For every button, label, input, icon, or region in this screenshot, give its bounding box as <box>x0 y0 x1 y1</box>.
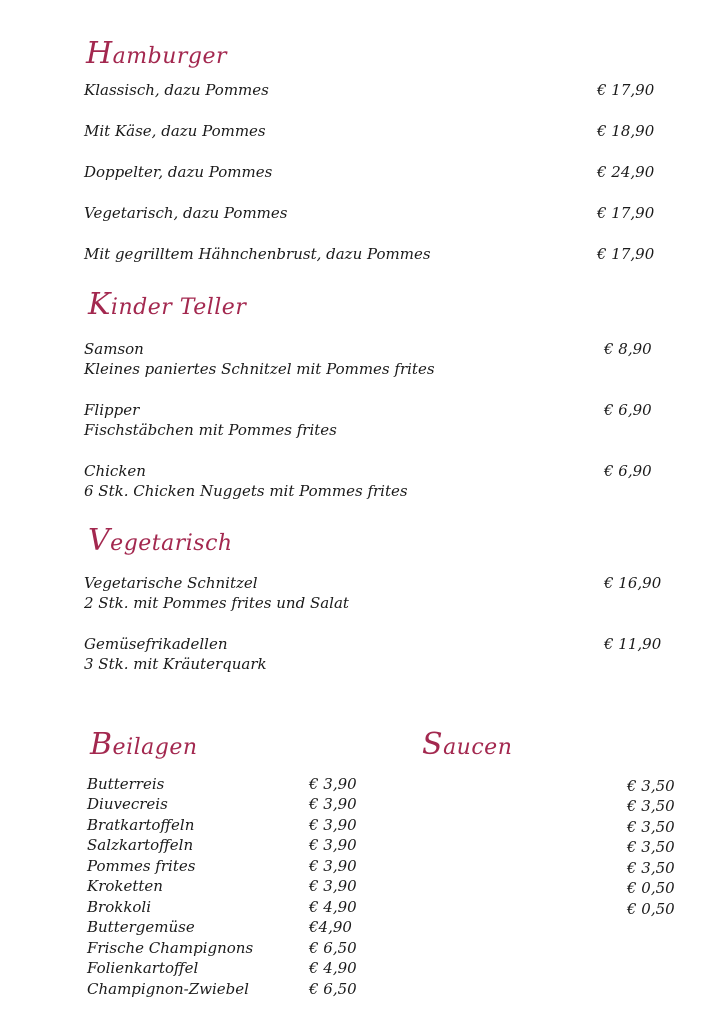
item-name: Samson <box>84 340 144 358</box>
saucen-title: Saucen <box>422 727 513 762</box>
item-price: € 11,90 <box>604 635 662 653</box>
item-price: € 24,90 <box>597 163 655 181</box>
item-name: Vegetarisch, dazu Pommes <box>84 204 288 222</box>
side-price: € 6,50 <box>309 939 357 957</box>
side-price: €4,90 <box>309 918 352 936</box>
item-name: Mit gegrilltem Hähnchenbrust, dazu Pommes <box>84 245 431 263</box>
item-price: € 16,90 <box>604 574 662 592</box>
item-name: Vegetarische Schnitzel <box>84 574 258 592</box>
item-description: 2 Stk. mit Pommes frites und Salat <box>84 594 349 612</box>
sauce-price: € 0,50 <box>627 900 675 918</box>
side-name: Kroketten <box>87 877 163 895</box>
item-name: Doppelter, dazu Pommes <box>84 163 273 181</box>
item-price: € 17,90 <box>597 81 655 99</box>
hamburger-title: Hamburger <box>86 36 228 71</box>
side-name: Folienkartoffel <box>87 959 199 977</box>
sauce-price: € 0,50 <box>627 879 675 897</box>
sauce-price: € 3,50 <box>627 859 675 877</box>
side-name: Butterreis <box>87 775 165 793</box>
side-name: Diuvecreis <box>87 795 168 813</box>
side-price: € 3,90 <box>309 795 357 813</box>
side-name: Buttergemüse <box>87 918 195 936</box>
sauce-price: € 3,50 <box>627 777 675 795</box>
side-price: € 3,90 <box>309 816 357 834</box>
side-name: Bratkartoffeln <box>87 816 195 834</box>
item-price: € 6,90 <box>604 462 652 480</box>
item-description: 6 Stk. Chicken Nuggets mit Pommes frites <box>84 482 408 500</box>
side-price: € 4,90 <box>309 898 357 916</box>
side-price: € 4,90 <box>309 959 357 977</box>
item-price: € 8,90 <box>604 340 652 358</box>
beilagen-title: Beilagen <box>90 727 198 762</box>
side-name: Brokkoli <box>87 898 152 916</box>
side-price: € 3,90 <box>309 857 357 875</box>
vegetarisch-title: Vegetarisch <box>88 523 233 558</box>
side-price: € 3,90 <box>309 775 357 793</box>
side-price: € 3,90 <box>309 877 357 895</box>
side-name: Frische Champignons <box>87 939 254 957</box>
side-price: € 3,90 <box>309 836 357 854</box>
side-name: Champignon-Zwiebel <box>87 980 249 998</box>
item-name: Chicken <box>84 462 146 480</box>
item-name: Flipper <box>84 401 140 419</box>
side-name: Pommes frites <box>87 857 196 875</box>
sauce-price: € 3,50 <box>627 818 675 836</box>
item-description: 3 Stk. mit Kräuterquark <box>84 655 267 673</box>
sauce-price: € 3,50 <box>627 797 675 815</box>
item-name: Klassisch, dazu Pommes <box>84 81 269 99</box>
item-price: € 17,90 <box>597 245 655 263</box>
sauce-price: € 3,50 <box>627 838 675 856</box>
item-description: Fischstäbchen mit Pommes frites <box>84 421 337 439</box>
side-price: € 6,50 <box>309 980 357 998</box>
item-name: Mit Käse, dazu Pommes <box>84 122 266 140</box>
item-price: € 6,90 <box>604 401 652 419</box>
item-price: € 18,90 <box>597 122 655 140</box>
side-name: Salzkartoffeln <box>87 836 194 854</box>
item-description: Kleines paniertes Schnitzel mit Pommes frites <box>84 360 435 378</box>
item-name: Gemüsefrikadellen <box>84 635 228 653</box>
kinder-title: Kinder Teller <box>88 287 247 322</box>
item-price: € 17,90 <box>597 204 655 222</box>
